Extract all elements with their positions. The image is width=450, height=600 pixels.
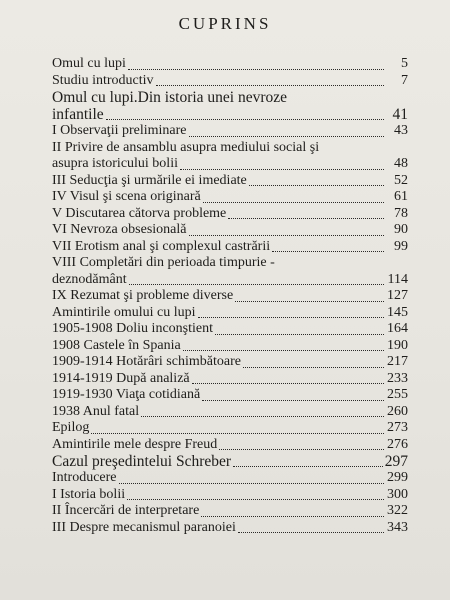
toc-entry [52, 437, 408, 454]
toc-entry-line [52, 56, 408, 73]
toc-entry-line [52, 106, 408, 123]
toc-page-number: 190 [387, 337, 408, 353]
dot-leader [91, 433, 384, 434]
toc-page-number: 300 [387, 486, 408, 502]
dot-leader [156, 85, 385, 86]
dot-leader [106, 119, 384, 120]
toc-entry-line [52, 520, 408, 537]
toc-page-number: 217 [387, 354, 408, 369]
toc-entry [52, 123, 408, 140]
table-of-contents [52, 56, 408, 536]
toc-entry-title: V Discutarea cătorva probleme [52, 205, 227, 221]
toc-entry [52, 173, 408, 190]
toc-entry-title: Cazul preşedintelui Schreber [52, 453, 232, 470]
toc-entry-title: Omul cu lupi [52, 56, 126, 71]
toc-entry-title: III Seducţia şi urmările ei imediate [52, 172, 247, 188]
dot-leader [249, 185, 384, 186]
toc-entry-title: IV Visul şi scena originară [52, 189, 201, 204]
toc-entry-title: VI Nevroza obsesională [52, 222, 187, 237]
toc-page-number: 273 [387, 420, 408, 435]
toc-entry [52, 404, 408, 421]
toc-entry [52, 222, 408, 239]
toc-page-number: 114 [387, 271, 408, 287]
dot-leader [183, 350, 384, 351]
toc-page-number: 343 [387, 519, 408, 535]
toc-entry [52, 73, 408, 90]
dot-leader [219, 449, 384, 450]
toc-entry-title: II Încercări de interpretare [52, 503, 200, 518]
toc-page-number: 127 [387, 288, 408, 303]
toc-page-number: 78 [394, 205, 408, 221]
toc-entry-title: Amintirile omului cu lupi [52, 304, 196, 320]
toc-entry [52, 354, 408, 371]
toc-page-number: 164 [387, 321, 408, 336]
toc-page-number: 5 [401, 56, 408, 71]
toc-page-number: 233 [387, 370, 408, 386]
dot-leader [189, 235, 384, 236]
dot-leader [235, 301, 384, 302]
toc-entry-title: 1908 Castele în Spania [52, 337, 181, 353]
toc-entry [52, 89, 408, 123]
toc-entry-title: Amintirile mele despre Freud [52, 436, 218, 452]
dot-leader [243, 367, 384, 368]
toc-entry [52, 140, 408, 173]
toc-page-number: 255 [387, 387, 408, 402]
toc-entry-line [52, 437, 408, 454]
toc-page-number: 260 [387, 403, 408, 419]
toc-entry-line [52, 140, 408, 157]
toc-entry [52, 288, 408, 305]
dot-leader [180, 169, 384, 170]
dot-leader [119, 483, 384, 484]
toc-entry [52, 189, 408, 206]
toc-page-number: 299 [387, 470, 408, 485]
toc-page-number: 99 [394, 238, 408, 254]
toc-entry [52, 239, 408, 256]
toc-entry-title: VII Erotism anal şi complexul castrării [52, 238, 271, 254]
toc-entry-line [52, 222, 408, 239]
toc-entry [52, 255, 408, 288]
toc-entry-title: Introducere [52, 470, 117, 485]
dot-leader [128, 69, 384, 70]
toc-entry [52, 520, 408, 537]
toc-entry-line [52, 239, 408, 256]
toc-entry-title: asupra istoricului bolii [52, 156, 178, 171]
toc-entry-line [52, 487, 408, 504]
toc-entry-line [52, 206, 408, 223]
dot-leader [189, 136, 384, 137]
toc-entry-title: Studiu introductiv [52, 72, 154, 88]
dot-leader [233, 466, 383, 467]
toc-entry [52, 387, 408, 404]
toc-entry-title: 1909-1914 Hotărâri schimbătoare [52, 354, 241, 369]
toc-page-number: 61 [394, 189, 408, 204]
toc-entry-title: I Istoria bolii [52, 486, 126, 502]
toc-entry-line [52, 338, 408, 355]
toc-entry-title: III Despre mecanismul paranoiei [52, 519, 236, 535]
toc-entry-title: I Observaţii preliminare [52, 123, 187, 138]
toc-entry [52, 453, 408, 470]
dot-leader [129, 284, 384, 285]
toc-entry [52, 470, 408, 487]
toc-entry-line [52, 387, 408, 404]
toc-entry-line [52, 305, 408, 322]
toc-entry-line [52, 73, 408, 90]
toc-page-number: 276 [387, 436, 408, 452]
toc-entry [52, 321, 408, 338]
toc-entry-line [52, 371, 408, 388]
toc-entry-title: deznodământ [52, 271, 127, 287]
toc-entry [52, 420, 408, 437]
toc-entry-line [52, 321, 408, 338]
toc-entry-title: infantile [52, 106, 104, 123]
dot-leader [198, 317, 385, 318]
dot-leader [127, 499, 384, 500]
toc-entry-line [52, 420, 408, 437]
toc-page-number: 41 [392, 106, 408, 123]
toc-entry-line [52, 470, 408, 487]
toc-entry-line [52, 288, 408, 305]
dot-leader [215, 334, 384, 335]
toc-page-number: 322 [387, 503, 408, 518]
toc-entry [52, 206, 408, 223]
toc-entry-line [52, 453, 408, 470]
toc-page-number: 297 [384, 453, 408, 470]
dot-leader [238, 532, 384, 533]
toc-entry-line [52, 255, 408, 272]
toc-entry-title: VIII Completări din perioada timpurie - [52, 255, 275, 270]
dot-leader [228, 218, 384, 219]
toc-entry [52, 487, 408, 504]
toc-page-number: 90 [394, 222, 408, 237]
toc-entry [52, 56, 408, 73]
toc-page-number: 145 [387, 304, 408, 320]
toc-entry-title: Epilog [52, 420, 90, 435]
toc-entry-title: 1938 Anul fatal [52, 403, 140, 419]
toc-entry-line [52, 123, 408, 140]
toc-page-number: 52 [394, 172, 408, 188]
toc-entry [52, 371, 408, 388]
toc-entry-title: 1914-1919 După analiză [52, 370, 190, 386]
toc-entry-title: 1919-1930 Viaţa cotidiană [52, 387, 201, 402]
dot-leader [202, 400, 384, 401]
toc-entry-title: 1905-1908 Doliu inconştient [52, 321, 213, 336]
dot-leader [203, 202, 384, 203]
toc-page-number: 48 [394, 156, 408, 171]
toc-entry-line [52, 173, 408, 190]
dot-leader [192, 383, 384, 384]
dot-leader [272, 251, 384, 252]
toc-entry-title: II Privire de ansamblu asupra mediului social şi [52, 139, 320, 155]
toc-page-number: 7 [401, 72, 408, 88]
toc-entry-title: Omul cu lupi.Din istoria unei nevroze [52, 89, 288, 106]
toc-entry-line [52, 503, 408, 520]
toc-page-number: 43 [394, 123, 408, 138]
toc-entry [52, 305, 408, 322]
toc-entry-line [52, 404, 408, 421]
page-title: CUPRINS [178, 14, 272, 33]
dot-leader [201, 516, 384, 517]
toc-entry-line [52, 156, 408, 173]
toc-entry-line [52, 89, 408, 106]
toc-entry-title: IX Rezumat şi probleme diverse [52, 288, 234, 303]
toc-entry [52, 503, 408, 520]
dot-leader [141, 416, 384, 417]
toc-entry-line [52, 354, 408, 371]
toc-entry [52, 338, 408, 355]
toc-entry-line [52, 189, 408, 206]
toc-entry-line [52, 272, 408, 289]
